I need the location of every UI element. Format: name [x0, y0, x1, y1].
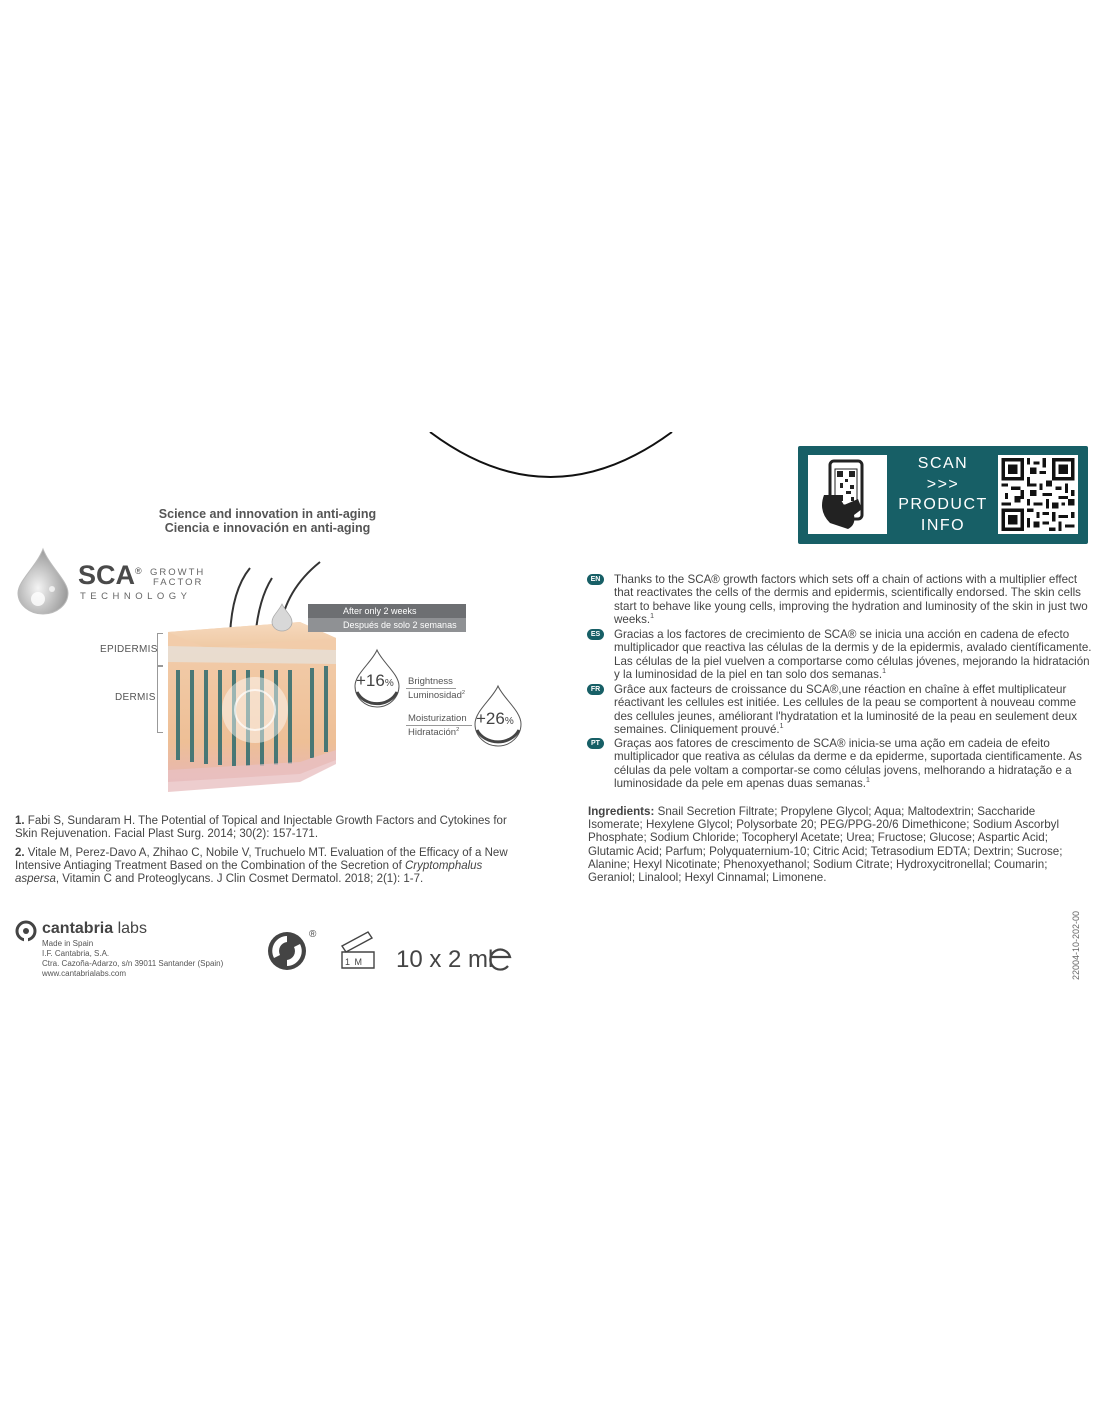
registered-mark: ®: [309, 929, 317, 940]
phone-panel: [808, 455, 887, 534]
description-en: [588, 573, 1093, 627]
company-address: Ctra. Cazoña-Adarzo, s/n 39011 Santander (Spain): [42, 959, 224, 968]
epidermis-label: EPIDERMIS: [100, 644, 158, 655]
weeks-banner: [308, 604, 466, 632]
qr-code-icon[interactable]: [998, 455, 1078, 534]
company-name-light: labs: [113, 920, 147, 937]
weeks-es: Después de solo 2 semanas: [308, 618, 466, 632]
green-dot-recycle-icon: [266, 930, 308, 972]
brightness-number: +16: [356, 671, 385, 690]
sca-technology: TECHNOLOGY: [80, 591, 192, 602]
sca-logo-text: [78, 560, 142, 591]
reference-1: [15, 815, 520, 841]
reference-2-text: Vitale M, Perez-Davo A, Zhihao C, Nobile V, Truchuelo MT. Evaluation of the Efficacy of a New Intensive Antiaging Treatment Based on the Combination of the Secretion of: [15, 847, 508, 872]
product-code: 22004-10-202-00: [1071, 910, 1081, 980]
description-en-text: Thanks to the SCA® growth factors which sets off a chain of actions with a multiplier effect that reactivates the cells of the dermis and epidermis, scientifically endorsed. The skin cells start to behave like young cells, improving the hydration and luminosity of the skin in just two weeks.: [614, 573, 1088, 627]
company-name: [42, 920, 147, 938]
quantity: 10 x 2 ml: [396, 946, 494, 973]
weeks-en: After only 2 weeks: [308, 604, 466, 618]
tagline: [120, 507, 415, 535]
sca-name: SCA: [78, 560, 136, 590]
description-es: [588, 628, 1093, 682]
qr-code-panel[interactable]: [998, 455, 1078, 534]
epidermis-bracket: [157, 633, 163, 666]
brightness-en: Brightness: [408, 676, 453, 687]
ingredients-text: Snail Secretion Filtrate; Propylene Glycol; Aqua; Maltodextrin; Saccharide Isomerate; Hexylene Glycol; Polysorbate 20; PEG/PPG-20/6 Dimethicone; Sodium Ascorbyl Phosphate; Sodium Chloride; Tocopheryl Acetate; Urea; Fructose; Glucose; Aspartic Acid; Glutamic Acid; Parfum; Polyquaternium-10; Citric Acid; Tetrasodium EDTA; Dextrin; Sucrose; Alanine; Hexyl Nicotinate; Phenoxyethanol; Sodium Citrate; Hydroxycitronellal; Coumarin; Geraniol; Linalool; Hexyl Cinnamal; Limonene.: [588, 805, 1063, 885]
references: [15, 815, 520, 892]
tagline-es: Ciencia e innovación en anti-aging: [164, 521, 371, 535]
reference-2-italic: Cryptomphalus aspersa: [15, 860, 483, 885]
reference-2-tail: , Vitamin C and Proteoglycans. J Clin Cosmet Dermatol. 2018; 2(1): 1-7.: [55, 873, 424, 885]
lang-badge-pt: PT: [587, 738, 604, 749]
moisture-es: [408, 727, 459, 738]
company-web: www.cantabrialabs.com: [42, 969, 127, 978]
skin-diagram: [150, 560, 350, 800]
description-es-ref: 1: [882, 668, 886, 676]
cantabria-logo-icon: [15, 920, 37, 942]
moisture-value: [476, 709, 514, 729]
description-fr: [588, 683, 1093, 737]
brightness-percent: %: [384, 678, 394, 689]
dermis-bracket: [157, 666, 163, 733]
ingredients-label: Ingredients:: [588, 805, 655, 818]
sca-growth: GROWTH: [150, 567, 206, 578]
scan-info: INFO: [920, 516, 966, 534]
scan-product: PRODUCT: [898, 496, 988, 513]
moisture-divider: [406, 725, 472, 726]
moisture-number: +26: [476, 709, 505, 728]
top-arc: [420, 432, 680, 484]
tagline-en: Science and innovation in anti-aging: [158, 507, 377, 521]
description-es-text: Gracias a los factores de crecimiento de SCA® se inicia una acción en cadena de efecto multiplicador que reactiva las células de la dermis y de la epidermis, avalado científicamente. Las células de la piel vuelven a comportarse como células jóvenes, mejorando la hidratación y la luminosidad de la piel en tan solo dos semanas.: [614, 628, 1092, 682]
moisture-es-text: Hidratación: [408, 727, 457, 738]
estimated-sign-icon: [487, 945, 513, 973]
description-pt-text: Graças aos fatores de crescimento de SCA® inicia-se uma ação em cadeia de efeito multiplicador que reativa as células da derme e da epiderme, suportada cientificamente. As células da pele voltam a comportar-se como células jovens, melhorando a hidratação e a luminosidade da pele em apenas duas semanas.: [614, 737, 1082, 791]
reference-1-num: 1.: [15, 815, 25, 827]
sca-factor: FACTOR: [153, 577, 204, 588]
sca-drop-icon: [14, 547, 72, 615]
company-info: [42, 939, 223, 979]
reference-1-text: Fabi S, Sundaram H. The Potential of Topical and Injectable Growth Factors and Cytokines for Skin Rejuvenation. Facial Plast Surg. 2014; 30(2): 157-171.: [15, 815, 507, 840]
description-en-ref: 1: [650, 613, 654, 621]
phone-scan-icon: [808, 455, 887, 534]
brightness-es: [408, 690, 465, 701]
scan-label: SCAN: [917, 455, 969, 472]
pao-label: 1 M: [345, 957, 364, 967]
ingredients: [588, 805, 1088, 884]
brightness-ref: 2: [461, 689, 466, 696]
reference-2: [15, 847, 520, 886]
moisture-ref: 2: [456, 726, 460, 733]
dermis-label: DERMIS: [115, 692, 156, 703]
scan-text: [890, 454, 996, 536]
description-pt-ref: 1: [866, 777, 870, 785]
lang-badge-es: ES: [587, 629, 604, 640]
company-name-bold: cantabria: [42, 920, 114, 937]
moisture-percent: %: [504, 716, 514, 727]
sca-reg: ®: [135, 566, 142, 576]
lang-badge-fr: FR: [587, 684, 604, 695]
description-pt: [588, 737, 1093, 791]
company-entity: I.F. Cantabria, S.A.: [42, 949, 110, 958]
brightness-value: [356, 671, 394, 691]
moisture-en: Moisturization: [408, 713, 467, 724]
brightness-divider: [406, 688, 456, 689]
reference-2-num: 2.: [15, 847, 25, 859]
made-in: Made in Spain: [42, 939, 94, 948]
description-fr-ref: 1: [779, 723, 784, 731]
description-fr-text: Grâce aux facteurs de croissance du SCA®,une réaction en chaîne à effet multiplicateur réactivant les cellules est initiée. Les cellules de la peau se comportent à nouveau comme des cellules jeunes, améliorant l'hydratation et la luminosité de la peau en seulement deux semaines. Cliniquement prouvé.: [614, 683, 1078, 737]
scan-arrows: >>>: [926, 475, 960, 493]
brightness-es-text: Luminosidad: [408, 690, 462, 701]
lang-badge-en: EN: [587, 574, 604, 585]
